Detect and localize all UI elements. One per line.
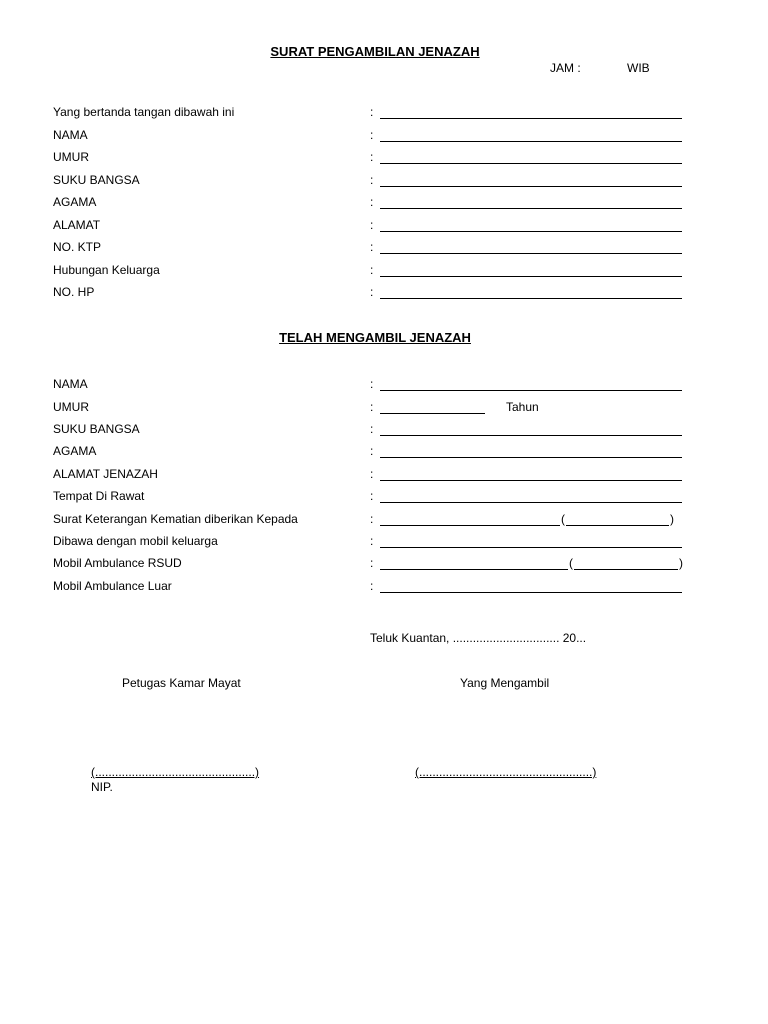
field-label: NAMA xyxy=(53,377,88,391)
colon: : xyxy=(370,173,374,187)
nip-label: NIP. xyxy=(91,780,113,794)
colon: : xyxy=(370,579,374,593)
form-row xyxy=(53,556,693,572)
field-label: SUKU BANGSA xyxy=(53,422,140,436)
form-row xyxy=(53,173,693,189)
close-paren: ) xyxy=(670,512,674,526)
form-row xyxy=(53,534,693,550)
open-paren: ( xyxy=(569,556,573,570)
field-label: Hubungan Keluarga xyxy=(53,263,160,277)
field-label: UMUR xyxy=(53,150,89,164)
field-label: SUKU BANGSA xyxy=(53,173,140,187)
colon: : xyxy=(370,534,374,548)
field-label: AGAMA xyxy=(53,195,97,209)
field-label: Mobil Ambulance Luar xyxy=(53,579,172,593)
fill-line[interactable] xyxy=(380,435,682,436)
field-label: NAMA xyxy=(53,128,88,142)
form-row xyxy=(53,195,693,211)
colon: : xyxy=(370,263,374,277)
place-date: Teluk Kuantan, ................................ 20... xyxy=(370,631,587,645)
fill-line[interactable] xyxy=(380,502,682,503)
fill-line[interactable] xyxy=(574,569,678,570)
form-row xyxy=(53,150,693,166)
field-label: UMUR xyxy=(53,400,89,414)
field-label: Yang bertanda tangan dibawah ini xyxy=(53,105,235,119)
colon: : xyxy=(370,377,374,391)
fill-line[interactable] xyxy=(380,231,682,232)
close-paren: ) xyxy=(679,556,683,570)
field-label: Mobil Ambulance RSUD xyxy=(53,556,182,570)
fill-line[interactable] xyxy=(380,253,682,254)
colon: : xyxy=(370,467,374,481)
fill-line[interactable] xyxy=(380,276,682,277)
unit-label: Tahun xyxy=(506,400,539,414)
fill-line[interactable] xyxy=(380,390,682,391)
form-row xyxy=(53,512,693,528)
form-row xyxy=(53,240,693,256)
form-row xyxy=(53,218,693,234)
colon: : xyxy=(370,240,374,254)
form-row xyxy=(53,579,693,595)
fill-line[interactable] xyxy=(380,186,682,187)
fill-line[interactable] xyxy=(380,457,682,458)
fill-line[interactable] xyxy=(380,141,682,142)
open-paren: ( xyxy=(561,512,565,526)
form-row xyxy=(53,263,693,279)
fill-line[interactable] xyxy=(380,208,682,209)
form-row xyxy=(53,377,693,393)
colon: : xyxy=(370,128,374,142)
fill-line[interactable] xyxy=(380,480,682,481)
fill-line[interactable] xyxy=(380,163,682,164)
form-row xyxy=(53,285,693,301)
fill-line[interactable] xyxy=(566,525,669,526)
field-label: Tempat Di Rawat xyxy=(53,489,145,503)
right-signature-line: (....................................................) xyxy=(415,765,597,779)
form-row xyxy=(53,400,693,416)
document-title: SURAT PENGAMBILAN JENAZAH xyxy=(270,44,480,59)
form-row xyxy=(53,105,693,121)
right-signer-role: Yang Mengambil xyxy=(460,676,550,690)
colon: : xyxy=(370,150,374,164)
field-label: Surat Keterangan Kematian diberikan Kepada xyxy=(53,512,298,526)
field-label: AGAMA xyxy=(53,444,97,458)
form-row xyxy=(53,467,693,483)
fill-line[interactable] xyxy=(380,298,682,299)
form-row xyxy=(53,128,693,144)
colon: : xyxy=(370,422,374,436)
fill-line[interactable] xyxy=(380,592,682,593)
form-row xyxy=(53,444,693,460)
form-row xyxy=(53,489,693,505)
section-title: TELAH MENGAMBIL JENAZAH xyxy=(279,330,471,345)
left-signature-line: (................................................) xyxy=(91,765,260,779)
jam-label: JAM : xyxy=(550,61,581,75)
field-label: ALAMAT xyxy=(53,218,101,232)
colon: : xyxy=(370,556,374,570)
field-label: NO. KTP xyxy=(53,240,102,254)
field-label: NO. HP xyxy=(53,285,95,299)
fill-line[interactable] xyxy=(380,569,568,570)
colon: : xyxy=(370,105,374,119)
colon: : xyxy=(370,195,374,209)
colon: : xyxy=(370,400,374,414)
field-label: ALAMAT JENAZAH xyxy=(53,467,158,481)
left-signer-role: Petugas Kamar Mayat xyxy=(122,676,241,690)
colon: : xyxy=(370,218,374,232)
colon: : xyxy=(370,444,374,458)
colon: : xyxy=(370,489,374,503)
fill-line[interactable] xyxy=(380,525,560,526)
fill-line[interactable] xyxy=(380,547,682,548)
colon: : xyxy=(370,285,374,299)
fill-line[interactable] xyxy=(380,118,682,119)
colon: : xyxy=(370,512,374,526)
wib-label: WIB xyxy=(627,61,650,75)
fill-line[interactable] xyxy=(380,413,485,414)
form-row xyxy=(53,422,693,438)
field-label: Dibawa dengan mobil keluarga xyxy=(53,534,218,548)
